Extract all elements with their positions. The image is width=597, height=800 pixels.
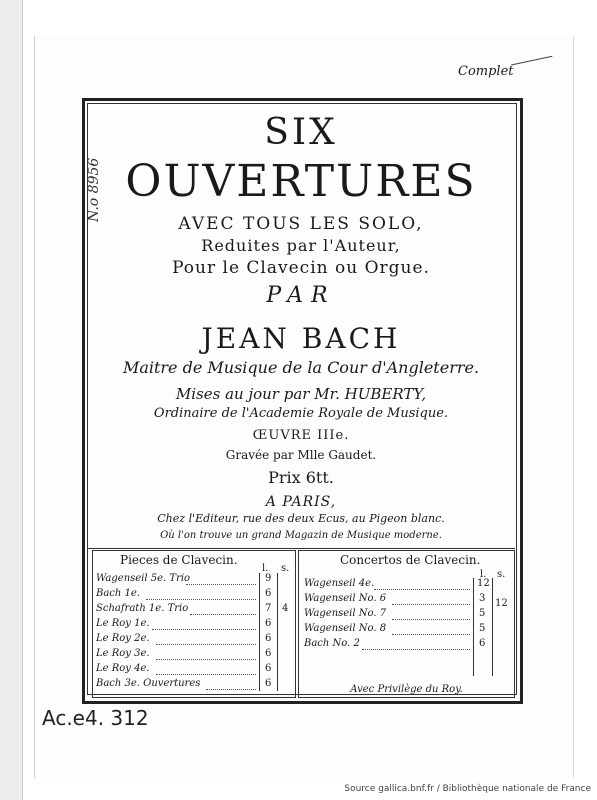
catalog-right-head-l: l. — [480, 569, 487, 580]
address-line: Chez l'Editeur, rue des deux Ecus, au Pigeon blanc. — [157, 512, 445, 525]
title-ouvertures: OUVERTURES — [125, 156, 477, 207]
shop-line: Où l'on trouve un grand Magazin de Musique moderne. — [160, 530, 442, 541]
catalog-left-leader — [152, 629, 256, 630]
catalog-right-leader — [374, 589, 470, 590]
shelfmark-stamp: Ac.e4. 312 — [42, 706, 149, 730]
catalog-left-rule-2 — [277, 573, 278, 691]
catalog-left-price: 6 — [265, 648, 272, 659]
catalog-left-item: Le Roy 3e. — [96, 648, 150, 659]
catalog-left-price: 6 — [265, 633, 272, 644]
catalog-right-leader — [392, 619, 470, 620]
catalog-right-title: Concertos de Clavecin. — [340, 553, 481, 567]
catalog-right-item: Wagenseil 4e. — [304, 578, 375, 589]
catalog-left-rule-1 — [259, 573, 260, 691]
price-line: Prix 6tt. — [268, 468, 334, 487]
catalog-right-item: Wagenseil No. 7 — [304, 608, 387, 619]
catalog-right-rule-2 — [492, 578, 493, 676]
catalog-left-title: Pieces de Clavecin. — [120, 553, 238, 567]
title-line-solo: AVEC TOUS LES SOLO, — [178, 214, 424, 234]
catalog-left-item: Bach 1e. — [96, 588, 140, 599]
catalog-right-leader — [362, 649, 470, 650]
title-par: PAR — [266, 283, 336, 308]
catalog-right-item: Bach No. 2 — [304, 638, 360, 649]
catalog-left-head-l: l. — [262, 563, 269, 574]
privilege-line: Avec Privilège du Roy. — [350, 684, 463, 695]
catalog-left-item: Bach 3e. Ouvertures — [96, 678, 201, 689]
catalog-right-leader — [392, 604, 470, 605]
catalog-left-leader — [146, 599, 256, 600]
catalog-left-item: Le Roy 2e. — [96, 633, 150, 644]
catalog-left-price: 6 — [265, 588, 272, 599]
city-line: A PARIS, — [265, 494, 337, 510]
catalog-left-item: Le Roy 4e. — [96, 663, 150, 674]
composer-name: JEAN BACH — [201, 322, 401, 355]
catalog-right-price: 6 — [479, 638, 486, 649]
corner-note: Complet — [458, 64, 514, 79]
editor-title: Ordinaire de l'Academie Royale de Musique. — [153, 406, 449, 421]
catalog-left-price: 6 — [265, 618, 272, 629]
catalog-right-rule-1 — [473, 578, 474, 676]
title-line-instrument: Pour le Clavecin ou Orgue. — [172, 258, 430, 278]
catalog-right-extra: 12 — [495, 598, 508, 609]
title-six: SIX — [264, 112, 338, 153]
catalog-right-price: 5 — [479, 623, 486, 634]
catalog-left-leader — [156, 644, 256, 645]
catalog-left-leader — [206, 689, 256, 690]
opus-number: ŒUVRE IIIe. — [252, 428, 350, 443]
catalog-left-leader — [186, 584, 256, 585]
catalog-left-item: Le Roy 1e. — [96, 618, 150, 629]
catalog-right-leader — [392, 634, 470, 635]
catalog-left-leader — [156, 674, 256, 675]
side-inscription: N.o 8956 — [86, 157, 102, 222]
catalog-left-price: 7 — [265, 603, 272, 614]
catalog-left-item: Schafrath 1e. Trio — [96, 603, 189, 614]
catalog-left-extra: 4 — [282, 603, 289, 614]
catalog-right-item: Wagenseil No. 8 — [304, 623, 387, 634]
composer-title: Maitre de Musique de la Cour d'Angleterre. — [122, 358, 480, 377]
book-spine — [0, 0, 23, 800]
editor-line: Mises au jour par Mr. HUBERTY, — [175, 385, 427, 403]
catalog-left-leader — [156, 659, 256, 660]
catalog-top-rule — [87, 548, 515, 549]
catalog-right-price: 12 — [477, 578, 490, 589]
source-credit: Source gallica.bnf.fr / Bibliothèque nationale de France — [344, 784, 591, 794]
catalog-left-head-s: s. — [281, 563, 290, 574]
catalog-left-price: 6 — [265, 663, 272, 674]
catalog-right-head-s: s. — [497, 569, 506, 580]
catalog-left-item: Wagenseil 5e. Trio — [96, 573, 191, 584]
catalog-left-price: 9 — [265, 573, 272, 584]
catalog-left-leader — [190, 614, 256, 615]
title-line-reduites: Reduites par l'Auteur, — [201, 236, 401, 255]
catalog-left-price: 6 — [265, 678, 272, 689]
catalog-right-price: 3 — [479, 593, 486, 604]
engraver-line: Gravée par Mlle Gaudet. — [225, 448, 377, 462]
catalog-right-item: Wagenseil No. 6 — [304, 593, 387, 604]
catalog-right-price: 5 — [479, 608, 486, 619]
